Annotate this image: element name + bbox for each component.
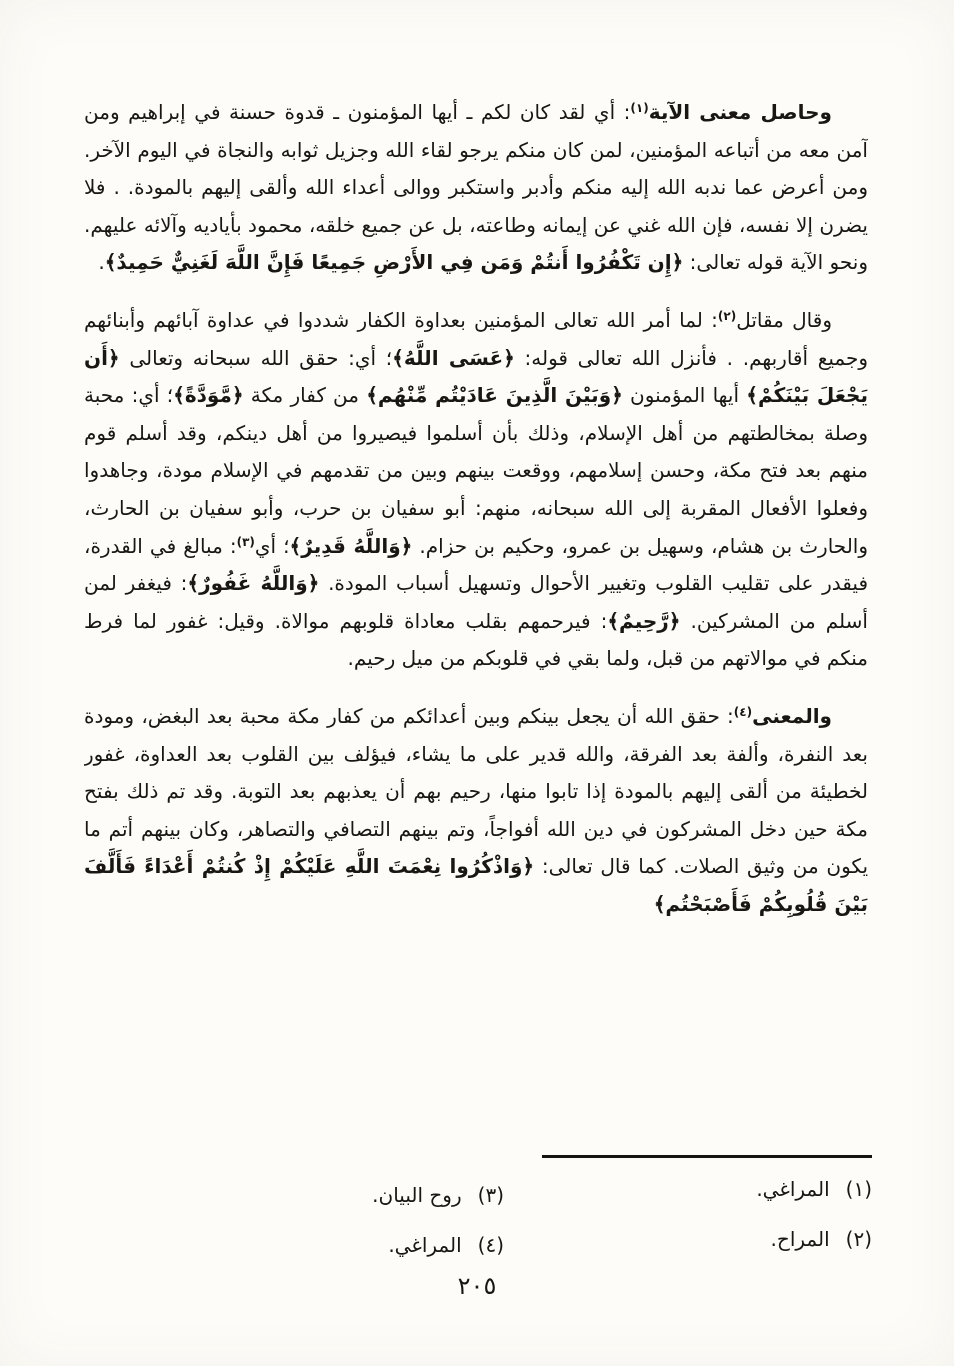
footnote-number: (٤) xyxy=(477,1233,504,1257)
body-text: ؛ أي: محبة وصلة بمخالطتهم من أهل الإسلام، وذلك بأن أسلموا فيصيروا من أهل دينكم، وقد أسلم قوم منهم بعد فتح مكة، وحسن إسلامهم، ووقعت بينهم وبين من تقدمهم في الإسلام مودة، وجاهدوا وفعلوا الأفعال المقربة إلى الله سبحانه، منهم: أبو سفيان بن حرب، وأبو سفيان بن الحارث، والحارث بن هشام، وسهيل بن عمرو، وحكيم بن حزام. xyxy=(84,383,868,558)
body-text: : مبالغ في القدرة، فيقدر على تقليب القلوب وتغيير الأحوال وتسهيل أسباب المودة. xyxy=(84,533,868,596)
quran-verse: ﴿عَسَى اللَّهُ﴾ xyxy=(392,345,515,370)
footnote-column-left xyxy=(372,1180,504,1280)
footnote-number: (١) xyxy=(845,1177,872,1201)
body-text: . xyxy=(98,250,105,275)
footnote-divider xyxy=(542,1155,872,1158)
footnote-item xyxy=(372,1180,504,1210)
paragraph-muqatil-quote xyxy=(84,302,868,678)
paragraph-lead: وحاصل معنى الآية xyxy=(648,100,832,124)
footnote-text: المراح. xyxy=(770,1227,830,1251)
body-text: : فيرحمهم بقلب معاداة قلوبهم موالاة. وقيل: غفور لما فرط منكم في موالاتهم من قبل، ولما بقي في قلوبكم من ميل رحيم. xyxy=(84,608,868,671)
body-text: أيها المؤمنون xyxy=(622,383,747,408)
footnote-text: المراغي. xyxy=(756,1177,830,1201)
footnote-item xyxy=(756,1224,872,1254)
quran-verse: ﴿رَّحِيمٌ﴾ xyxy=(607,608,681,633)
quran-verse: ﴿وَاللَّهُ قَدِيرٌ﴾ xyxy=(289,533,413,558)
body-text: ؛ أي: حقق الله سبحانه وتعالى xyxy=(119,345,393,370)
footnote-text: المراغي. xyxy=(388,1233,462,1257)
footnote-text: روح البيان. xyxy=(372,1183,462,1207)
quran-verse: ﴿وَبَيْنَ الَّذِينَ عَادَيْتُم مِّنْهُم﴾ xyxy=(366,383,623,408)
footnote-marker: (٢) xyxy=(717,308,737,323)
footnote-item xyxy=(756,1174,872,1204)
body-text: ؛ أي xyxy=(254,533,290,558)
body-text: : حقق الله أن يجعل بينكم وبين أعدائكم من كفار مكة محبة بعد البغض، ومودة بعد النفرة، وألفة بعد الفرقة، والله قدير على ما يشاء، فيؤلف بين القلوب بعد العداوة، غفور لخطيئة من ألقى إليهم بالمودة إذا تابوا منها، رحيم بهم أن يعذبهم بعد التوبة. وقد تم ذلك بفتح مكة حين دخل المشركون في دين الله أفواجاً، وتم بينهم التصافي والتصاهر، وكان بينهم أتم ما يكون من وثيق الصلات. كما قال تعالى: xyxy=(84,703,868,879)
body-text: من كفار مكة xyxy=(243,383,367,408)
page-number: ٢٠٥ xyxy=(457,1272,497,1300)
footnote-marker: (٣) xyxy=(236,534,255,549)
quran-verse: ﴿وَاذْكُرُوا نِعْمَتَ اللَّهِ عَلَيْكُمْ إِذْ كُنتُمْ أَعْدَاءً فَأَلَّفَ بَيْنَ قُلُوبِكُمْ فَأَصْبَحْتُم﴾ xyxy=(84,854,868,916)
body-text: وقال مقاتل xyxy=(736,307,832,332)
footnote-column-right xyxy=(756,1174,872,1274)
quran-verse: ﴿مَّوَدَّةً﴾ xyxy=(173,383,244,408)
footnote-marker: (٤) xyxy=(733,704,753,719)
footnote-item xyxy=(372,1230,504,1260)
main-text xyxy=(84,94,868,1144)
body-text: : فيغفر لمن أسلم من المشركين. xyxy=(84,571,868,633)
body-text: : لما أمر الله تعالى المؤمنين بعداوة الكفار شددوا في عداوة آبائهم وأبنائهم وجميع أقاربهم. . فأنزل الله تعالى قوله: xyxy=(84,307,868,370)
footnote-number: (٣) xyxy=(477,1183,504,1207)
paragraph-lead: والمعنى xyxy=(752,703,832,728)
body-text: : أي لقد كان لكم ـ أيها المؤمنون ـ قدوة حسنة في إبراهيم ومن آمن معه من أتباعه المؤمنين، لمن كان منكم يرجو لقاء الله وجزيل ثوابه والنجاة في اليوم الآخر. ومن أعرض عما ندبه الله إليه منكم وأدبر واستكبر ووالى أعداء الله وألقى إليهم بالمودة. . فلا يضرن إلا نفسه، فإن الله غني عن إيمانه وطاعته، بل عن جميع خلقه، محمود بأياديه وآلائه عليهم. ونحو الآية قوله تعالى: xyxy=(84,100,868,275)
paragraph-summary-of-verse xyxy=(84,94,868,282)
quran-verse: ﴿إِن تَكْفُرُوا أَنتُمْ وَمَن فِي الأَرْضِ جَمِيعًا فَإِنَّ اللَّهَ لَغَنِيٌّ حَمِيدٌ﴾ xyxy=(104,250,684,275)
quran-verse: ﴿وَاللَّهُ غَفُورٌ﴾ xyxy=(187,571,320,596)
quran-verse: ﴿أَن يَجْعَلَ بَيْنَكُمْ﴾ xyxy=(84,345,868,408)
paragraph-meaning xyxy=(84,698,868,924)
footnote-marker: (١) xyxy=(630,101,649,115)
footnote-number: (٢) xyxy=(845,1227,872,1251)
